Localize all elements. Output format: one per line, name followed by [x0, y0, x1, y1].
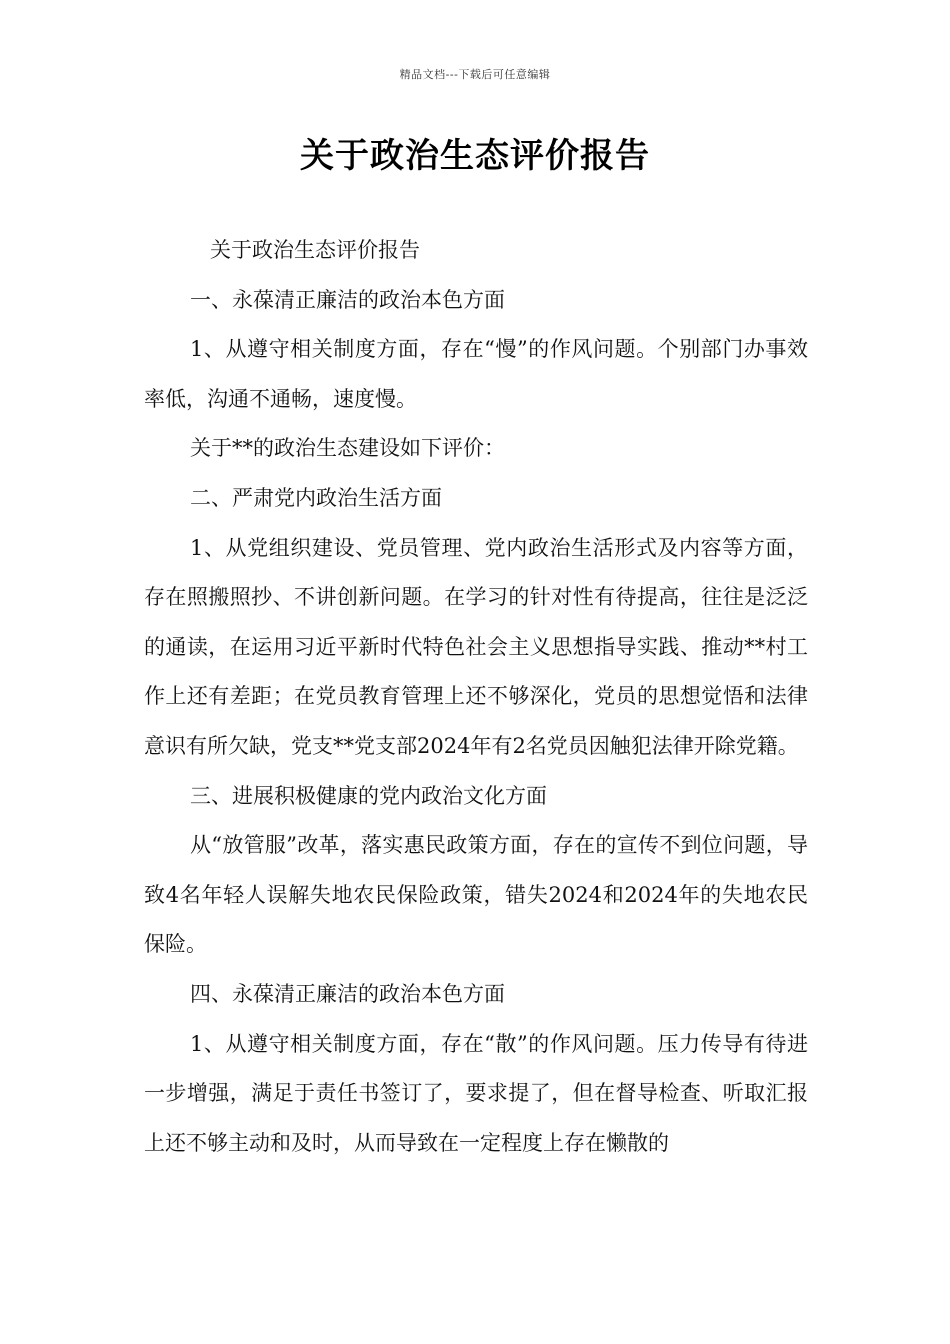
paragraph-section-4-item-1: 1、从遵守相关制度方面，存在“散”的作风问题。压力传导有待进一步增强，满足于责任书签订了，要求提了，但在督导检查、听取汇报上还不够主动和及时，从而导致在一定程度上存在懒散的	[144, 1031, 808, 1155]
document-body	[144, 226, 808, 1168]
paragraph-section-3-heading: 三、进展积极健康的党内政治文化方面	[190, 783, 547, 808]
paragraph-section-4-heading: 四、永葆清正廉洁的政治本色方面	[190, 981, 505, 1006]
paragraph-subtitle: 关于政治生态评价报告	[210, 238, 420, 262]
document-title: 关于政治生态评价报告	[300, 136, 650, 176]
header-note: 精品文档---下载后可任意编辑	[399, 68, 551, 81]
paragraph-evaluation-intro: 关于**的政治生态建设如下评价：	[190, 436, 505, 461]
paragraph-section-1-item-1: 1、从遵守相关制度方面，存在“慢”的作风问题。个别部门办事效率低，沟通不通畅，速度慢。	[144, 337, 808, 411]
paragraph-section-2-item-1: 1、从党组织建设、党员管理、党内政治生活形式及内容等方面，存在照搬照抄、不讲创新问题。在学习的针对性有待提高，往往是泛泛的通读，在运用习近平新时代特色社会主义思想指导实践、推动**村工作上还有差距；在党员教育管理上还不够深化，党员的思想觉悟和法律意识有所欠缺，党支**党支部2024年有2名党员因触犯法律开除党籍。	[144, 535, 808, 758]
paragraph-section-2-heading: 二、严肃党内政治生活方面	[190, 485, 442, 510]
paragraph-section-3-body: 从“放管服”改革，落实惠民政策方面，存在的宣传不到位问题，导致4名年轻人误解失地农民保险政策，错失2024和2024年的失地农民保险。	[144, 833, 808, 957]
paragraph-section-1-heading: 一、永葆清正廉洁的政治本色方面	[190, 287, 505, 312]
